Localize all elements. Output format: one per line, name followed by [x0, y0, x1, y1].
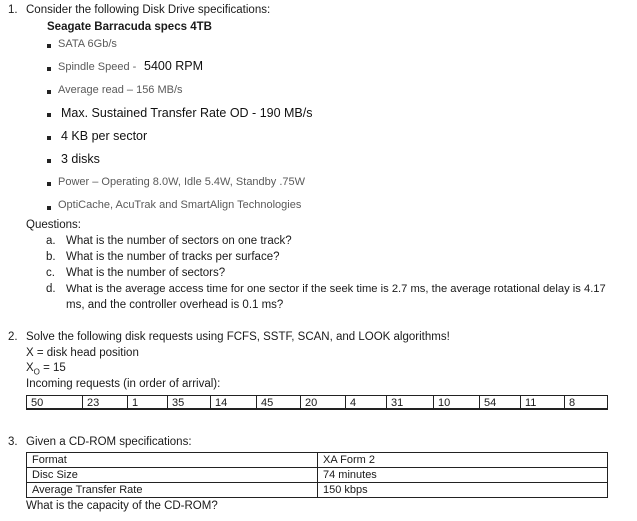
question-text: What is the number of sectors on one track?	[66, 235, 292, 247]
question-letter: d.	[46, 283, 56, 295]
q2-heading: Solve the following disk requests using FCFS, SSTF, SCAN, and LOOK algorithms!	[26, 331, 450, 343]
spindle-value: 5400 RPM	[144, 59, 204, 73]
cdrom-spec-table	[26, 452, 608, 498]
request-cell: 8	[569, 397, 576, 409]
spec-label-cell: Format	[27, 453, 318, 468]
question-text-continued: ms, and the controller overhead is 0.1 ms?	[66, 299, 284, 311]
bullet-icon	[47, 182, 51, 186]
spec-item: OptiCache, AcuTrak and SmartAlign Technologies	[58, 199, 302, 211]
bullet-icon	[47, 90, 51, 94]
spec-item: 4 KB per sector	[61, 129, 148, 143]
bullet-icon	[47, 113, 51, 117]
request-cell: 50	[27, 396, 83, 408]
request-cell: 10	[434, 396, 480, 408]
q1-heading: Consider the following Disk Drive specifications:	[26, 4, 271, 16]
spec-item: 3 disks	[61, 152, 100, 166]
spec-value-cell: 74 minutes	[318, 468, 608, 483]
spec-label-cell: Average Transfer Rate	[27, 483, 318, 498]
question-text: What is the number of sectors?	[66, 267, 226, 279]
request-cell: 45	[257, 396, 301, 408]
question-letter: a.	[46, 235, 56, 247]
x-definition: X = disk head position	[26, 347, 139, 359]
spec-item: Max. Sustained Transfer Rate OD - 190 MB/s	[61, 106, 313, 120]
question-text: What is the average access time for one sector if the seek time is 2.7 ms, the average rotational delay is 4.17	[66, 283, 606, 295]
q3-number: 3.	[8, 436, 18, 448]
spec-value-cell: XA Form 2	[318, 453, 608, 468]
table-row	[27, 468, 608, 483]
q3-heading: Given a CD-ROM specifications:	[26, 436, 192, 448]
question-letter: b.	[46, 251, 56, 263]
q3-question: What is the capacity of the CD-ROM?	[26, 500, 218, 512]
x0-value: $X_O = 15$	[26, 362, 66, 377]
question-letter: c.	[46, 267, 55, 279]
request-cell: 1	[128, 396, 168, 408]
spec-title: Seagate Barracuda specs 4TB	[47, 21, 212, 33]
spec-item: Power – Operating 8.0W, Idle 5.4W, Standby .75W	[58, 176, 306, 188]
request-strip	[26, 395, 608, 410]
bullet-icon	[47, 44, 51, 48]
request-cell: 11	[521, 396, 565, 408]
request-cell: 4	[346, 396, 387, 408]
request-cell: 35	[168, 396, 211, 408]
q1-number: 1.	[8, 4, 18, 16]
bullet-icon	[47, 159, 51, 163]
spec-label-cell: Disc Size	[27, 468, 318, 483]
incoming-label: Incoming requests (in order of arrival):	[26, 378, 221, 390]
question-text: What is the number of tracks per surface?	[66, 251, 280, 263]
table-row	[27, 483, 608, 498]
request-cell: 23	[83, 396, 128, 408]
bullet-icon	[47, 136, 51, 140]
request-cell: 14	[211, 396, 257, 408]
request-cell: 20	[301, 396, 346, 408]
questions-label: Questions:	[26, 219, 81, 231]
table-row	[27, 453, 608, 468]
spec-item: Spindle Speed -	[58, 61, 137, 73]
spec-item: SATA 6Gb/s	[58, 38, 117, 50]
request-cell: 31	[387, 396, 434, 408]
spec-value-cell: 150 kbps	[318, 483, 608, 498]
bullet-icon	[47, 206, 51, 210]
spec-item: Average read – 156 MB/s	[58, 84, 183, 96]
bullet-icon	[47, 67, 51, 71]
request-cell: 54	[480, 396, 521, 408]
q2-number: 2.	[8, 331, 18, 343]
